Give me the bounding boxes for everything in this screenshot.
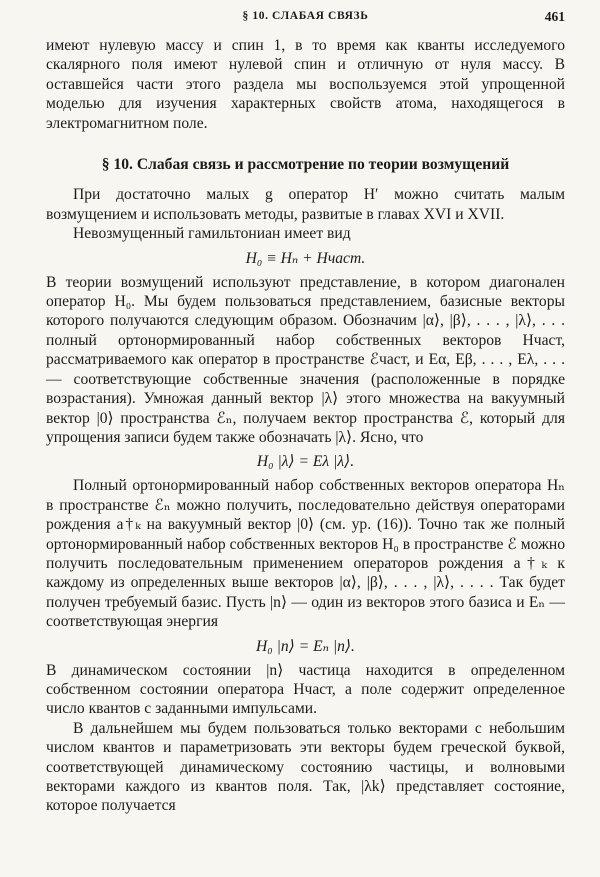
paragraph-dynamic-state: В динамическом состоянии |n⟩ частица находится в определенном собственном состоянии оператора Hчаст, а поле содержит определенное число квантов с заданными импульсами. (46, 661, 565, 718)
paragraph-weak-coupling: При достаточно малых g оператор H′ можно считать малым возмущением и использовать методы, развитые в главах XVI и XVII. (46, 186, 565, 223)
page-number: 461 (544, 9, 565, 24)
paragraph-continuation: имеют нулевую массу и спин 1, в то время как кванты исследуемого скалярного поля имеют нулевой спин и отличную от нуля массу. В оставшейся части этого раздела мы воспользуемся этой упрощенной моделью для изучения характерных свойств атома, находящегося в электромагнитном поле. (46, 37, 565, 132)
paragraph-representation: В теории возмущений используют представление, в котором диагонален оператор H₀. Мы будем пользоваться представлением, базисные векторы которого получаются следующим образом. Обозначим |α⟩, |β⟩, . . . , |λ⟩, . . . полный ортонормированный набор собственных векторов Hчаст, рассматриваемого как оператор в пространстве ℰчаст, и Eα, Eβ, . . . , Eλ, . . . — соответствующие собственные значения (расположенные в порядке возрастания). Умножая данный вектор |λ⟩ этого множества на вакуумный вектор |0⟩ пространства ℰₙ, получаем вектор пространства ℰ, который для упрощения записи будем также обозначать |λ⟩. Ясно, что (46, 273, 565, 446)
paragraph-hamiltonian-intro: Невозмущенный гамильтониан имеет вид (73, 225, 351, 243)
paragraph-parametrization: В дальнейшем мы будем пользоваться только векторами с небольшим числом квантов и параметризовать эти векторы будем греческой буквой, соответствующей динамическому состоянию частицы, и волновыми векторами каждого из квантов поля. Так, |λk⟩ представляет состояние, которое получается (46, 719, 565, 815)
equation-n-eigen: H₀ |n⟩ = Eₙ |n⟩. (256, 637, 355, 655)
running-head (46, 0, 565, 36)
running-head-title: § 10. СЛАБАЯ СВЯЗЬ (242, 10, 369, 22)
section-heading: § 10. Слабая связь и рассмотрение по теории возмущений (101, 156, 510, 174)
equation-lambda-eigen: H₀ |λ⟩ = Eλ |λ⟩. (256, 453, 355, 471)
paragraph-basis: Полный ортонормированный набор собственных векторов оператора Hₙ в пространстве ℰₙ можно получить, последовательно действуя операторами рождения a†ₖ на вакуумный вектор |0⟩ (см. ур. (16)). Точно так же полный ортонормированный набор собственных векторов H₀ в пространстве ℰ можно получить последовательным применением операторов рождения a†ₖ к каждому из определенных выше векторов |α⟩, |β⟩, . . . , |λ⟩, . . . . Так будет получен требуемый базис. Пусть |n⟩ — один из векторов этого базиса и Eₙ — соответствующая энергия (46, 477, 565, 631)
equation-hamiltonian: H₀ ≡ Hₙ + Hчаст. (245, 249, 366, 267)
